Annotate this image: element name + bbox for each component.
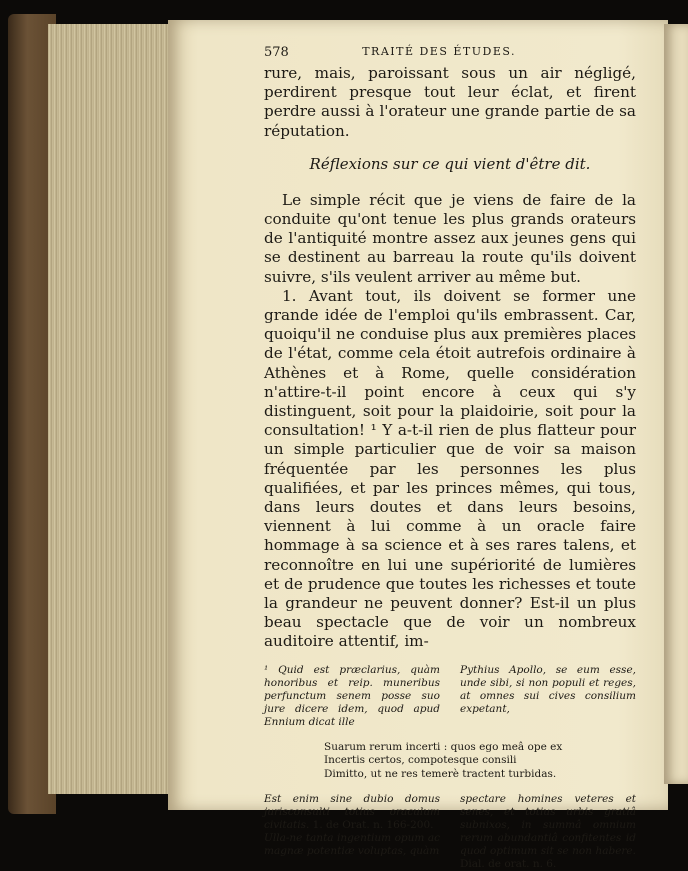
footnote-text: Est enim sine dubio domus jurisconsulti totius oraculum civitatis. (264, 793, 440, 832)
main-text (264, 64, 636, 652)
footnote-ref: 1. de Orat. n. 166-200. (312, 819, 434, 832)
footnote-verse (324, 741, 636, 782)
footnote-right: Pythius Apollo, se eum esse, unde sibi, si non populi et reges, at omnes sui cives consilium expetant, (460, 663, 636, 715)
page-text (264, 45, 636, 871)
footnote-right-2 (460, 793, 636, 871)
page-header (264, 45, 636, 60)
footnote-text: spectare homines veteres et senes, et totius urbis gratiâ subnixos, in summâ omnium rerum abundantiâ confitentes id quod optimum sit se non habere. (460, 793, 636, 858)
verse-line: Suarum rerum incerti : quos ego meâ ope ex (324, 740, 563, 753)
paragraph: Le simple récit que je viens de faire de la conduite qu'ont tenue les plus grands orateurs de l'antiquité montre assez aux jeunes gens qui se destinent au barreau la route qu'ils doivent suivre, s'ils veulent arriver au même but. (264, 190, 636, 286)
footnote-ref: Dial. de orat. n. 6. (460, 858, 557, 871)
footnotes (264, 664, 636, 871)
section-heading: Réflexions sur ce qui vient d'être dit. (309, 154, 591, 173)
paragraph-continued: rure, mais, paroissant sous un air négligé, perdirent presque tout leur éclat, et firent perdre aussi à l'orateur une grande partie de sa réputation. (264, 64, 636, 140)
footnote-text: Ulla-ne tanta ingentium opum ac magnæ potentiæ voluptas, quàm (264, 832, 440, 858)
footnote-left: ¹ Quid est præclarius, quàm honoribus et reip. muneribus perfunctum senem posse suo jure dicere idem, quod apud Ennium dicat ille (264, 663, 440, 728)
page-number: 578 (264, 45, 289, 60)
verse-line: Incertis certos, compotesque consili (324, 754, 517, 767)
facing-page-edge (664, 24, 688, 784)
running-title: TRAITÉ DES ÉTUDES. (362, 45, 516, 58)
verse-line: Dimitto, ut ne res temerè tractent turbidas. (324, 767, 557, 780)
page-edges (48, 24, 173, 794)
footnote-left-2 (264, 793, 440, 871)
paragraph: 1. Avant tout, ils doivent se former une grande idée de l'emploi qu'ils embrassent. Car, quoiqu'il ne conduise plus aux premières places de l'état, comme cela étoit autrefois ordinaire à Athènes et à Rome, quelle considération n'attire-t-il point encore à ceux qui s'y distinguent, soit pour la plaidoirie, soit pour la consultation! ¹ Y a-t-il rien de plus flatteur pour un simple particulier que de voir sa maison fréquentée par les personnes les plus qualifiées, et par les princes mêmes, qui tous, dans leurs doutes et dans leurs besoins, viennent à lui comme à un oracle faire hommage à sa science et à ses rares talens, et reconnoître en lui une supériorité de lumières et de prudence que toutes les richesses et toute la grandeur ne peuvent donner? Est-il un plus beau spectacle que de voir un nombreux auditoire attentif, im- (264, 286, 636, 651)
